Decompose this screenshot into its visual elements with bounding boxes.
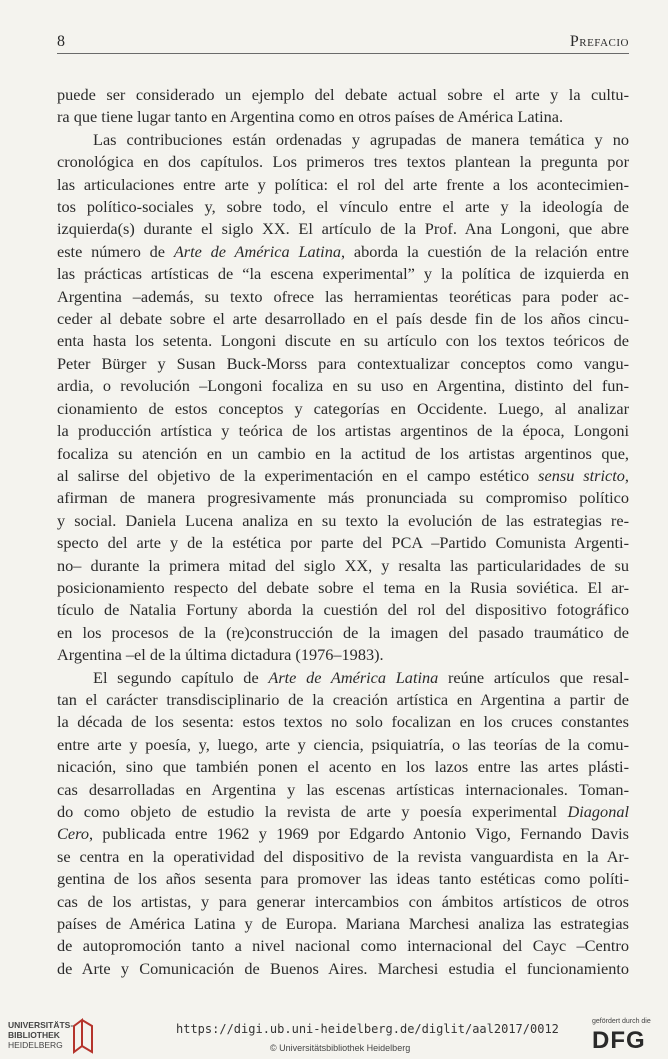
text-line: Argentina –el de la última dictadura (1976–1983). [57, 645, 384, 665]
text-line: entre arte y poesía, y, luego, arte y ciencia, psiquiatría, o las teorías de la comu- [57, 734, 629, 754]
text-line: la década de los sesenta: estos textos no solo focalizan en los cruces constantes [57, 712, 629, 732]
text-line: El segundo capítulo de Arte de América Latina reúne artículos que resal- [93, 667, 629, 687]
text-line: specto del arte y de la estética por parte del PCA –Partido Comunista Argenti- [57, 533, 629, 553]
text-line: cionamiento de estos conceptos y categorías en Occidente. Luego, al analizar [57, 398, 629, 418]
text-line: nicación, sino que también ponen el acento en los lazos entre las artes plásti- [57, 757, 629, 777]
text-line: enta hasta los setenta. Longoni discute en su artículo con los textos teóricos de [57, 331, 629, 351]
library-emblem-icon [70, 1018, 96, 1054]
dfg-logo: DFG [592, 1027, 646, 1054]
text-line: tos político-sociales y, sobre todo, el vínculo entre el arte y la ideología de [57, 197, 629, 217]
text-line: focaliza su atención en un cambio en la actitud de los artistas argentinos que, [57, 443, 629, 463]
text-line: la producción artística y teórica de los artistas argentinos de la época, Longoni [57, 421, 629, 441]
running-header [57, 33, 629, 53]
text-line: cas desarrolladas en Argentina y las escenas artísticas internacionales. Toman- [57, 779, 629, 799]
text-line: al salirse del objetivo de la experimentación en el campo estético sensu stricto, [57, 465, 629, 485]
text-line: y social. Daniela Lucena analiza en su texto la evolución de las estrategias re- [57, 510, 629, 530]
text-line: las prácticas artísticas de “la escena experimental” y la política de izquierda en [57, 264, 629, 284]
copyright-notice: © Universitätsbibliothek Heidelberg [270, 1043, 411, 1053]
text-line: do como objeto de estudio la revista de arte y poesía experimental Diagonal [57, 802, 629, 821]
text-line: afirman de manera progresivamente más pronunciada su compromiso político [57, 488, 629, 508]
paragraph [57, 129, 629, 667]
text-line: este número de Arte de América Latina, aborda la cuestión de la relación entre [57, 241, 630, 261]
text-line: Las contribuciones están ordenadas y agrupadas de manera temática y no [93, 129, 629, 149]
text-line: cas de los artistas, y para generar intercambios con ámbitos artísticos de otros [57, 891, 629, 911]
permalink-url[interactable]: https://digi.ub.uni-heidelberg.de/diglit/aal2017/0012 [176, 1022, 559, 1036]
library-name-line1: UNIVERSITÄTS- [8, 1020, 74, 1030]
text-line: las articulaciones entre arte y política: el rol del arte frente a los acontecimien- [57, 174, 629, 194]
text-line: no– durante la primera mitad del siglo XX, y resalta las particularidades de su [57, 555, 629, 575]
text-line: tan el carácter transdisciplinario de la creación artística en Argentina a partir de [57, 689, 629, 709]
text-line: ardia, o revolución –Longoni focaliza en su uso en Argentina, distinto del fun- [57, 376, 629, 396]
text-line: Argentina –además, su texto ofrece las herramientas teoréticas para poder ac- [57, 286, 629, 306]
text-line: se centra en la operatividad del dispositivo de la revista vanguardista en la Ar- [57, 846, 629, 866]
header-rule [57, 53, 629, 54]
text-line: países de América Latina y de Europa. Mariana Marchesi analiza las estrategias [57, 914, 629, 934]
text-line: posicionamiento respecto del debate sobre el tema en la Rusia soviética. El ar- [57, 577, 629, 597]
running-title: Prefacio [569, 33, 629, 50]
text-line: ceder al debate sobre el arte desarrollado en el país desde fin de los años cincu- [57, 309, 629, 329]
text-line: cronológica en dos capítulos. Los primeros tres textos plantean la pregunta por [57, 152, 629, 172]
text-line: gentina de los años sesenta para promover las ideas tanto estéticas como políti- [57, 869, 629, 889]
text-line: izquierda(s) durante el siglo XX. El artículo de la Prof. Ana Longoni, que abre [57, 219, 629, 239]
text-line: puede ser considerado un ejemplo del debate actual sobre el arte y la cultu- [57, 85, 629, 104]
text-line: ra que tiene lugar tanto en Argentina como en otros países de América Latina. [57, 107, 564, 127]
text-line: en los procesos de la (re)construcción de la imagen del pasado traumático de [57, 622, 629, 642]
text-line: Peter Bürger y Susan Buck-Morss para contextualizar conceptos como vangu- [57, 353, 629, 373]
page-number: 8 [57, 33, 65, 50]
text-line: de autopromoción tanto a nivel nacional como internacional del Cayc –Centro [57, 936, 629, 956]
text-line: de Arte y Comunicación de Buenos Aires. Marchesi estudia el funcionamiento [57, 958, 629, 978]
funder-note: gefördert durch die [592, 1018, 651, 1025]
digitization-footer [0, 1014, 668, 1059]
library-name-line3: HEIDELBERG [8, 1040, 63, 1050]
body-text [57, 84, 629, 980]
paragraph [57, 84, 629, 129]
paragraph [57, 667, 629, 981]
library-name-line2: BIBLIOTHEK [8, 1030, 60, 1040]
library-logo-text [8, 1020, 73, 1050]
text-line: tículo de Natalia Fortuny aborda la cuestión del rol del dispositivo fotográfico [57, 600, 629, 620]
text-line: Cero, publicada entre 1962 y 1969 por Edgardo Antonio Vigo, Fernando Davis [57, 824, 629, 844]
